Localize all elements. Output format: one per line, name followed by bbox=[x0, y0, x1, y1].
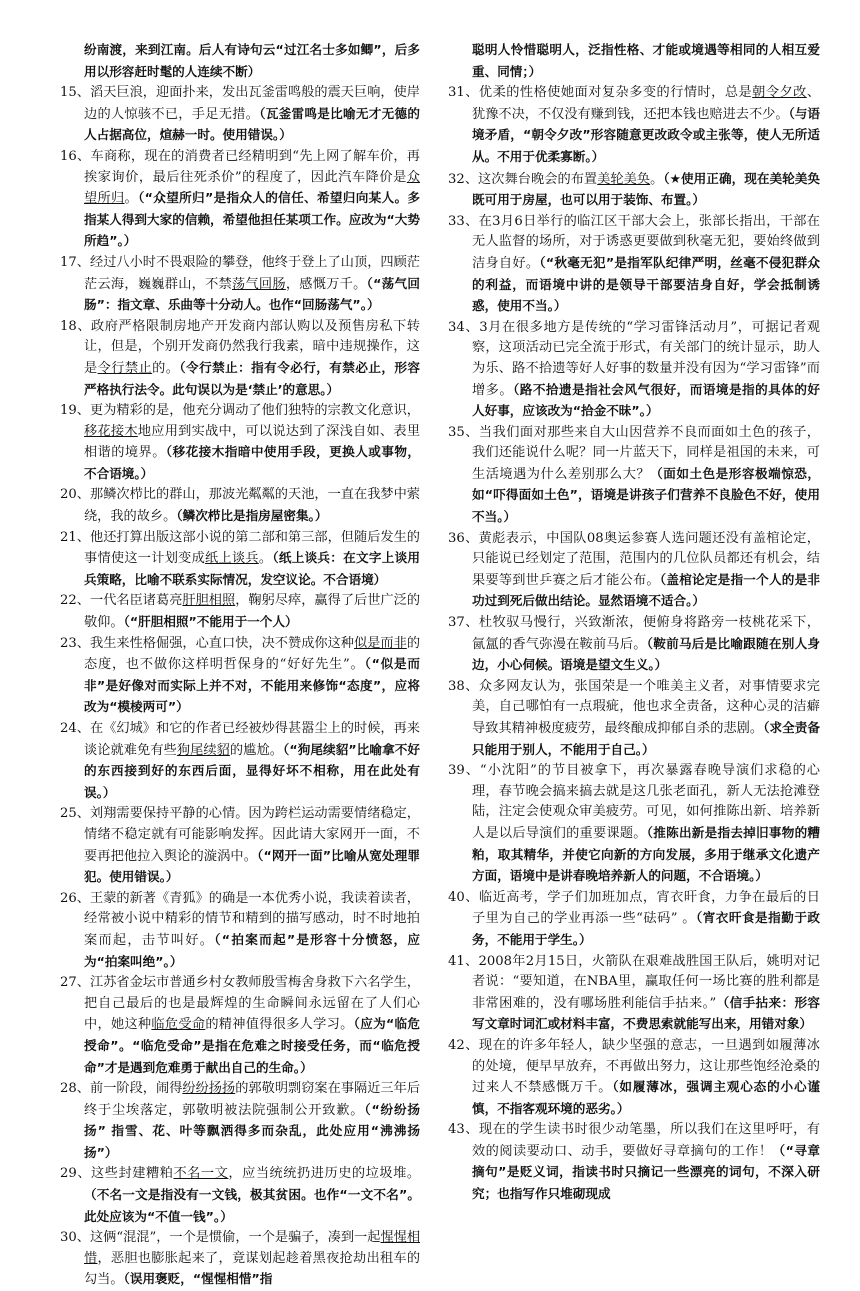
answer-note: （鞍前马后是比喻跟随在别人身边，小心伺候。语境是望文生义。） bbox=[472, 635, 821, 673]
question-item bbox=[448, 40, 820, 83]
question-item bbox=[60, 634, 420, 719]
answer-note: （盖棺论定是指一个人的是非功过到死后做出结论。显然语境不适合。） bbox=[472, 571, 821, 609]
question-item bbox=[448, 83, 820, 168]
question-item bbox=[448, 212, 820, 318]
sentence-text: 19、更为精彩的是，他充分调动了他们独特的宗教文化意识， bbox=[60, 403, 420, 419]
question-item bbox=[448, 529, 820, 613]
sentence-text: ，恶胆也膨胀起来了，竟谋划起趁着黑夜抢劫出租车的勾当。 bbox=[84, 1250, 421, 1288]
answer-note: （★使用正确，现在美轮美奂既可用于房屋，也可以用于装饰、布置。） bbox=[472, 170, 821, 208]
sentence-text: ，鞠躬尽瘁，赢得了后世广泛的敬仰。 bbox=[84, 593, 421, 631]
underlined-idiom: 临危受命 bbox=[151, 1017, 206, 1033]
underlined-idiom: 移花接木 bbox=[84, 423, 138, 439]
question-item bbox=[60, 401, 420, 485]
question-item bbox=[60, 528, 420, 592]
question-item bbox=[448, 169, 820, 212]
answer-note: （“寻章摘句”是贬义词，指读书时只摘记一些漂亮的词句，不深入研究；也指写作只堆砌现成 bbox=[472, 1142, 821, 1202]
sentence-text: 25、刘翔需要保持平静的心情。因为跨栏运动需要情绪稳定，情绪不稳定就有可能影响发挥。因此请大家网开一面，不要再把他拉入舆论的漩涡中。 bbox=[60, 806, 420, 864]
question-item bbox=[448, 423, 820, 529]
underlined-idiom: 荡气回肠 bbox=[232, 276, 286, 292]
sentence-text: 。 bbox=[650, 171, 664, 187]
answer-note: （不名一文是指没有一文钱，极其贫困。也作“一文不名”。此处应该为“不值一钱”。） bbox=[84, 1187, 420, 1224]
answer-note: 聪明人怜惜聪明人，泛指性格、才能或境遇等相同的人相互爱重、同情；） bbox=[472, 42, 820, 79]
underlined-idiom: 众望所归 bbox=[84, 169, 420, 207]
question-item bbox=[448, 1120, 820, 1205]
answer-note: （“肝胆相照”不能用于一个人） bbox=[123, 614, 298, 630]
answer-note: （纸上谈兵：在文字上谈用兵策略，比喻不联系实际情况，发空议论。不合语境） bbox=[84, 550, 421, 587]
question-item bbox=[60, 804, 420, 888]
answer-note: （推陈出新是指去掉旧事物的糟粕，取其精华，并使它向新的方向发展，多用于继承文化遗产方面，语境中是讲春晚培养新人的问题，不合语境。） bbox=[472, 824, 821, 884]
answer-note: （如履薄冰，强调主观心态的小心谨慎，不指客观环境的恶劣。） bbox=[472, 1079, 821, 1116]
underlined-idiom: 朝令夕改 bbox=[752, 85, 807, 101]
question-item bbox=[60, 83, 420, 147]
underlined-idiom: 纷纷扬扬 bbox=[182, 1081, 236, 1097]
question-item bbox=[60, 719, 420, 804]
answer-note: （“狗尾续貂”比喻拿不好的东西接到好的东西后面，显得好坏不相称，用在此处有误。） bbox=[84, 741, 421, 800]
underlined-idiom: 似是而非 bbox=[354, 635, 407, 651]
sentence-text: 30、这俩“混混”，一个是惯偷，一个是骗子，凑到一起 bbox=[60, 1230, 381, 1246]
question-item bbox=[60, 317, 420, 401]
underlined-idiom: 肝胆相照 bbox=[182, 593, 236, 609]
sentence-text: 的。 bbox=[152, 360, 180, 376]
answer-note: （信手拈来：形容写文章时词汇或材料丰富，不费思索就能写出来，用错对象） bbox=[472, 994, 821, 1032]
left-column bbox=[60, 40, 420, 1291]
answer-note: （求全责备只能用于别人，不能用于自己。） bbox=[472, 720, 821, 757]
question-item bbox=[448, 952, 820, 1036]
sentence-text: 36、黄彪表示，中国队08奥运参赛人选问题还没有盖棺论定，只能说已经划定了范围，范围内的几位队员都还有机会，结果要等到世乒赛之后才能公布。 bbox=[448, 530, 820, 588]
answer-note: （“秋毫无犯”是指军队纪律严明，丝毫不侵犯群众的利益，而语境中讲的是领导干部要洁身自好，学会抵制诱惑，使用不当。） bbox=[472, 254, 820, 314]
sentence-text: 34、3月在很多地方是传统的“学习雷锋活动月”，可据记者观察，这项活动已完全流于形式，有关部门的统计显示，助人为乐、路不拾遗等好人好事的数量并没有因为“学习雷锋”而增多。 bbox=[448, 319, 820, 398]
sentence-text: 的精神值得很多人学习。 bbox=[205, 1017, 354, 1033]
sentence-text: 、犹豫不决，不仅没有赚到钱，还把本钱也赔进去不少。 bbox=[472, 85, 821, 122]
sentence-text: 22、一代名臣诸葛亮 bbox=[60, 593, 183, 609]
sentence-text: 21、他还打算出版这部小说的第二部和第三部，但随后发生的事情使这一计划变成 bbox=[60, 529, 420, 567]
sentence-text: 17、经过八小时不畏艰险的攀登，他终于登上了山顶，四顾茫茫云海，巍巍群山，不禁 bbox=[60, 254, 420, 292]
sentence-text: 地应用到实战中，可以说达到了深浅自如、表里相谐的境界。 bbox=[84, 423, 421, 461]
question-item bbox=[60, 147, 420, 253]
right-column bbox=[448, 40, 820, 1206]
question-item bbox=[60, 253, 420, 317]
answer-note: （“拍案而起”是形容十分愤怒，应为“拍案叫绝”。） bbox=[84, 931, 420, 969]
answer-note: （路不拾遗是指社会风气很好，而语境是指的具体的好人好事，应该改为“拾金不昧”。） bbox=[472, 381, 821, 419]
sentence-text: 28、前一阶段，闹得 bbox=[60, 1081, 183, 1097]
question-item bbox=[448, 1036, 820, 1120]
sentence-text: 33、在3月6日举行的临江区干部大会上，张部长指出，干部在无人监督的场所，对于诱惑更要做到秋毫无犯，要始终做到洁身自好。 bbox=[448, 213, 820, 271]
sentence-text: 的尴尬。 bbox=[229, 742, 283, 758]
sentence-text: ，感慨万千。 bbox=[285, 276, 367, 292]
sentence-text: 。 bbox=[124, 191, 139, 207]
answer-note: （“荡气回肠”：指文章、乐曲等十分动人。也作“回肠荡气”。） bbox=[84, 275, 421, 313]
question-item bbox=[60, 889, 420, 973]
question-item bbox=[448, 888, 820, 952]
sentence-text: 24、在《幻城》和它的作者已经被炒得甚嚣尘上的时候，再来谈论就难免有些 bbox=[60, 721, 420, 758]
underlined-idiom: 美轮美奂 bbox=[597, 171, 651, 187]
sentence-text: 的郭敬明剽窃案在事隔近三年后终于尘埃落定，郭敬明被法院强制公开致歉。 bbox=[84, 1081, 421, 1118]
answer-note: （“纷纷扬扬” 指雪、花、叶等飘洒得多而杂乱，此处应用“沸沸扬扬”） bbox=[84, 1101, 420, 1160]
sentence-text: 38、众多网友认为，张国荣是一个唯美主义者，对事情要求完美，自己哪怕有一点瑕疵，他也求全责备，这种心灵的洁癖导致其精神极度疲劳，最终酿成抑郁自杀的悲剧。 bbox=[448, 678, 820, 736]
question-item bbox=[448, 318, 820, 423]
question-item bbox=[60, 1079, 420, 1164]
answer-note: （应为“临危授命”。“临危受命”是指在危难之时接受任务，而“临危授命”才是遇到危难勇于献出自己的生命。） bbox=[84, 1016, 421, 1075]
answer-note: （“众望所归”是指众人的信任、希望归向某人。多指某人得到大家的信赖，希望他担任某项工作。应改为“大势所趋”。） bbox=[84, 190, 420, 249]
underlined-idiom: 纸上谈兵 bbox=[205, 551, 259, 567]
question-item bbox=[448, 613, 820, 677]
question-item bbox=[60, 485, 420, 527]
underlined-idiom: 令行禁止 bbox=[97, 360, 153, 376]
answer-note: （令行禁止：指有令必行，有禁必止，形容严格执行法令。此句误以为是‘禁止’的意思。） bbox=[84, 359, 421, 397]
sentence-text: 39、“小沈阳”的节目被拿下，再次暴露春晚导演们求稳的心理，春节晚会搞来搞去就是这几张老面孔，新人无法抢滩登陆，注定会使观众审美疲劳。可见，如何推陈出新、培养新人是以后导演们的重要课题。 bbox=[448, 763, 820, 841]
sentence-text: 27、江苏省金坛市普通乡村女教师殷雪梅舍身救下六名学生，把自己最后的也是最辉煌的生命瞬间永远留在了人们心中，她这种 bbox=[60, 975, 420, 1033]
sentence-text: 40、临近高考，学子们加班加点，宵衣旰食，力争在最后的日子里为自己的学业再添一些“砝码” 。 bbox=[448, 889, 820, 927]
answer-note: （移花接木指暗中使用手段，更换人或事物，不合语境。） bbox=[84, 444, 421, 481]
answer-note: （瓦釜雷鸣是比喻无才无德的人占据高位，煊赫一时。使用错误。） bbox=[84, 105, 421, 143]
question-item bbox=[448, 677, 820, 761]
sentence-text: 37、杜牧驭马慢行，兴致渐浓，便俯身将路旁一枝桃花采下，氤氲的香气弥漫在鞍前马后。 bbox=[448, 615, 820, 652]
sentence-text: 的态度，也不做你这样明哲保身的“好好先生”。 bbox=[84, 635, 421, 673]
sentence-text: 23、我生来性格倔强，心直口快，决不赞成你这种 bbox=[60, 635, 355, 651]
sentence-text: 18、政府严格限制房地产开发商内部认购以及预售房私下转让，但是，个别开发商仍然我行我素，暗中违规操作，这是 bbox=[60, 318, 420, 376]
sentence-text: 41、2008年2月15日，火箭队在艰难战胜国王队后，姚明对记者说：“要知道，在NBA里，赢取任何一场比赛的胜利都是非常困难的，没有哪场胜利能信手拈来。” bbox=[448, 953, 820, 1011]
question-item bbox=[60, 591, 420, 633]
sentence-text: 26、王蒙的新著《青狐》的确是一本优秀小说，我读着读者，经常被小说中精彩的情节和精到的描写感动，时不时地拍案而起，击节叫好。 bbox=[60, 890, 420, 948]
question-item bbox=[60, 1228, 420, 1291]
underlined-idiom: 不名一文 bbox=[173, 1166, 229, 1182]
sentence-text: ，应当统统扔进历史的垃圾堆。 bbox=[228, 1166, 421, 1182]
answer-note: （“似是而非”是好像对而实际上并不对，不能用来修饰“态度”，应将改为“模棱两可”） bbox=[84, 656, 421, 715]
underlined-idiom: 狗尾续貂 bbox=[176, 742, 230, 758]
answer-note: （宵衣旰食是指勤于政务，不能用于学生。） bbox=[472, 910, 820, 947]
sentence-text: 43、现在的学生读书时很少动笔墨，所以我们在这里呼吁，有效的阅读要动口、动手，要做好寻章摘句的工作！ bbox=[448, 1122, 820, 1159]
question-item bbox=[60, 40, 420, 83]
answer-note: （误用褒贬，“惺惺相惜”指 bbox=[123, 1271, 273, 1287]
sentence-text: 32、这次舞台晚会的布置 bbox=[448, 171, 598, 187]
answer-note: 纷南渡，来到江南。后人有诗句云“过江名士多如鲫”，后多用以形容赶时髦的人连续不断） bbox=[84, 42, 420, 79]
sentence-text: 15、滔天巨浪，迎面扑来，发出瓦釜雷鸣般的震天巨响，使岸边的人惊骇不已，手足无措。 bbox=[60, 85, 420, 122]
sentence-text: 35、当我们面对那些来自大山因营养不良而面如土色的孩子，我们还能说什么呢？同一片蓝天下，同样是祖国的未来，可生活境遇为什么差别那么大？ bbox=[448, 424, 820, 482]
answer-note: （“网开一面”比喻从宽处理罪犯。使用错误。） bbox=[84, 847, 420, 885]
sentence-text: 20、那鳞次栉比的群山，那波光粼粼的天池，一直在我梦中萦绕，我的故乡。 bbox=[60, 487, 420, 525]
question-item bbox=[60, 973, 420, 1079]
sentence-text: 16、车商称，现在的消费者已经精明到“先上网了解车价，再挨家询价，最后往死杀价”的程度了，因此汽车降价是 bbox=[60, 148, 420, 185]
question-item bbox=[448, 761, 820, 888]
sentence-text: 31、优柔的性格使她面对复杂多变的行情时，总是 bbox=[448, 85, 753, 101]
sentence-text: 42、现在的许多年轻人，缺少坚强的意志，一旦遇到如履薄冰的处境，便早早放弃，不再做出努力，这让那些饱经沧桑的过来人不禁感慨万千。 bbox=[448, 1037, 820, 1096]
underlined-idiom: 惺惺相惜 bbox=[84, 1230, 421, 1266]
answer-note: （面如土色是形容极端惊恐，如“吓得面如土色”，语境是讲孩子们营养不良脸色不好，使用不当。） bbox=[472, 465, 821, 525]
sentence-text: 29、这些封建糟粕 bbox=[60, 1166, 174, 1182]
answer-note: （鳞次栉比是指房屋密集。） bbox=[176, 508, 328, 524]
question-item bbox=[60, 1164, 420, 1228]
sentence-text: 。 bbox=[258, 551, 273, 567]
answer-note: （与语境矛盾，“朝令夕改”形容随意更改政令或主张等，使人无所适从。不用于优柔寡断。） bbox=[472, 105, 820, 164]
